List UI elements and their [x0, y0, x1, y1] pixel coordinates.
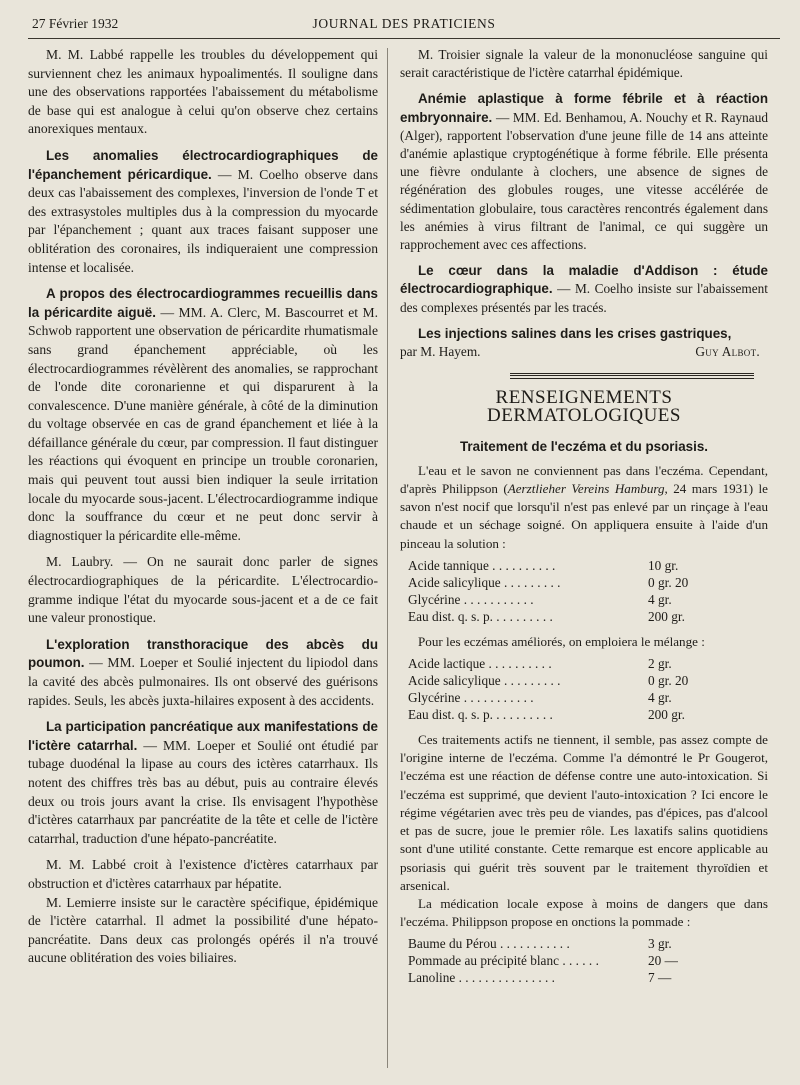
- ingredient-quantity: 2 gr.: [648, 656, 672, 672]
- ingredient-name: Eau dist. q. s. p. . . . . . . . . .: [408, 707, 553, 723]
- section-heading: La participation pancréatique aux manifestations de l'ictère catarrhal.: [28, 719, 378, 753]
- ingredient-name: Acide lactique . . . . . . . . . .: [408, 656, 552, 672]
- recipe-row: [408, 557, 738, 574]
- paragraph-medication: La médication locale expose à moins de dangers que dans l'eczéma. Philippson propose en onctions la pommade :: [400, 895, 768, 930]
- recipe-pommade: [408, 935, 738, 986]
- ingredient-quantity: 10 gr.: [648, 557, 679, 573]
- section-anemie: [400, 90, 768, 254]
- section-pericardite: [28, 285, 378, 545]
- right-column: [400, 46, 768, 994]
- recipe-solution: [408, 557, 738, 625]
- section-body: — MM. Loeper et Soulié injectent du lipiodol dans la cavité des abcès pulmonaires. Ils ont observé des guérisons rapides. Seuls, les abcès juxta-hilaires exposent à des accidents.: [28, 655, 378, 708]
- signature-line: [400, 343, 768, 361]
- recipe-row: [408, 969, 738, 986]
- section-body: — MM. Loeper et Soulié ont étudié par tubage duodénal la lipase au cours des ictères catarrhaux. Ils notent des chiffres très bas au début, puis au contraire élevés deux ou trois jours avant la crise. Ils envisagent l'hypothèse d'ictères catarrhaux par pancréatite de la tête et celle de l'ictère catarrhal, traduction d'une hépato-pancréatite.: [28, 737, 379, 846]
- ingredient-quantity: 4 gr.: [648, 690, 672, 706]
- section-body: — M. Coelho observe dans deux cas l'abaissement des complexes, l'inversion de l'onde T et des extrasystoles multiples dus à la compression du myocarde par l'épanchement ; quant aux traces faisant supposer une oblitération des coronaires, ils indiqueraient une compression intense et localisée.: [28, 166, 378, 275]
- paragraph-troisier: M. Troisier signale la valeur de la mononucléose sanguine qui serait caractéristique de l'ictère catarrhal épidémique.: [400, 47, 768, 81]
- section-pancreatique: [28, 718, 378, 848]
- paragraph-traitements: Ces traitements actifs ne tiennent, il semble, pas assez compte de l'origine interne de l'eczéma. Comme l'a démontré le Pr Gougerot, l'eczéma est une réaction de défense contre une auto-intoxication. Si l'eczéma est supprimé, que devient l'auto-intoxication ? Ici encore le régime végétarien avec très peu de viandes, pas d'épices, pas d'alcool et pas de sucre, joue le premier rôle. Les laxatifs salins quotidiens sont d'une utilité constante. Cette remarque est encore applicable au psoriasis qui guérit très souvent par le traitement thyroïdien et arsenical.: [400, 732, 768, 893]
- ingredient-quantity: 4 gr.: [648, 591, 672, 607]
- page-header: [28, 12, 780, 39]
- section-divider: [510, 373, 754, 379]
- journal-title: JOURNAL DES PRATICIENS: [312, 16, 496, 31]
- recipe-row: [408, 591, 738, 608]
- section-heading: Le cœur dans la maladie d'Addison : étude électrocardiographique.: [400, 263, 768, 297]
- section-heading: A propos des électrocardiogrammes recueillis dans la péricardite aiguë.: [28, 286, 378, 320]
- ingredient-quantity: 0 gr. 20: [648, 574, 689, 590]
- left-column: [28, 46, 378, 968]
- recipe-row: [408, 689, 738, 706]
- paragraph-lemierre: M. Lemierre insiste sur le caractère spécifique, épidémique de l'ictère catarrhal. Il admet la possibilité d'une hépato-pancréatite. Dans deux cas prolongés opérés il n'a trouvé aucune oblitération des voies biliaires.: [28, 894, 378, 966]
- section-heading: Anémie aplastique à forme fébrile et à réaction embryonnaire.: [400, 91, 768, 125]
- text-run: 24 mars 1931) le savon n'est nocif que lorsqu'il n'est pas enlevé par un rinçage à l'eau chaude et un séchage soigné. On appliquera ensuite à l'aide d'un pinceau la solution :: [400, 481, 768, 551]
- section-addison: [400, 262, 768, 317]
- recipe-row: [408, 952, 738, 969]
- section-heading: Les anomalies électrocardiographiques de l'épanchement péricardique.: [28, 147, 378, 182]
- section-body: — M. Coelho insiste sur l'abaissement des complexes présentés par les tracés.: [400, 281, 768, 315]
- section-body: — MM. A. Clerc, M. Bascourret et M. Schwob rapportent une observation de péricardite rhumatismale sans grand épanchement appréciable, où les électrocardiogrammes révèlèrent des anomalies, se rapprochant de l'onde dite coronarienne et qui disparurent à la convalescence. D'une manière générale, à côté de la diminution du voltage observée en cas de grand épanchement et liée à la défaillance générale du cœur, par compression. Il faut distinguer les réactions qui évoquent en principe un trouble coronarien, mais qui peuvent tout aussi bien indiquer la seule irritation locale du myocarde sous-jacent. L'électrocardiogramme indique donc la souffrance du cœur et ne peut donc servir à diagnostiquer la péricardite elle-même.: [28, 304, 378, 543]
- ingredient-name: Pommade au précipité blanc . . . . . .: [408, 953, 599, 969]
- paragraph-eczema-intro: [400, 462, 768, 553]
- reference: Aerztlieher Vereins Hamburg,: [507, 481, 668, 497]
- recipe-row: [408, 706, 738, 723]
- paragraph-labbe: M. M. Labbé rappelle les troubles du développement qui surviennent chez les animaux hypoalimentés. Il souligne dans une des observations rapportées l'abaissement du métabolisme de base qui est analogue à celui qu'on observe chez certains anorexiques mentaux.: [28, 47, 378, 137]
- ingredient-quantity: 7 —: [648, 970, 672, 986]
- ingredient-quantity: 20 —: [648, 953, 678, 969]
- paragraph-melange: Pour les eczémas améliorés, on emploiera le mélange :: [418, 633, 705, 649]
- ingredient-name: Glycérine . . . . . . . . . . .: [408, 690, 534, 706]
- section-injections: [400, 325, 768, 343]
- ingredient-name: Acide salicylique . . . . . . . . .: [408, 673, 561, 689]
- ingredient-name: Acide tannique . . . . . . . . . .: [408, 557, 556, 573]
- section-heading: L'exploration transthoracique des abcès du poumon.: [28, 636, 378, 671]
- paragraph-laubry: M. Laubry. — On ne saurait donc parler de signes électrocardiographiques de la péricardite. L'électrocardio-gramme indique l'état du myocarde sous-jacent et a de ce fait une valeur pronostique.: [28, 554, 378, 626]
- ingredient-quantity: 200 gr.: [648, 608, 685, 624]
- column-divider: [387, 48, 388, 1068]
- section-abces: [28, 636, 378, 710]
- recipe-row: [408, 574, 738, 591]
- recipe-melange: [408, 655, 738, 723]
- ingredient-quantity: 0 gr. 20: [648, 673, 689, 689]
- ingredient-quantity: 3 gr.: [648, 936, 672, 952]
- ingredient-name: Lanoline . . . . . . . . . . . . . . .: [408, 970, 555, 986]
- section-heading: Les injections salines dans les crises gastriques,: [418, 325, 732, 341]
- recipe-row: [408, 608, 738, 625]
- signature: Guy Albot.: [695, 344, 760, 360]
- section-anomalies: [28, 147, 378, 277]
- subsection-title: Traitement de l'eczéma et du psoriasis.: [459, 438, 709, 454]
- issue-date: 27 Février 1932: [32, 16, 119, 31]
- section-title: RENSEIGNEMENTS DERMATOLOGIQUES: [487, 387, 681, 427]
- ingredient-name: Baume du Pérou . . . . . . . . . . .: [408, 936, 570, 952]
- recipe-row: [408, 935, 738, 952]
- ingredient-name: Acide salicylique . . . . . . . . .: [408, 574, 561, 590]
- ingredient-quantity: 200 gr.: [648, 707, 685, 723]
- recipe-row: [408, 672, 738, 689]
- ingredient-name: Glycérine . . . . . . . . . . .: [408, 591, 534, 607]
- recipe-row: [408, 655, 738, 672]
- ingredient-name: Eau dist. q. s. p. . . . . . . . . .: [408, 608, 553, 624]
- paragraph-labbe-2: M. M. Labbé croit à l'existence d'ictères catarrhaux par obstruction et d'ictères catarrhaux par hépatite.: [28, 857, 378, 891]
- section-body: — MM. Ed. Benhamou, A. Nouchy et R. Raynaud (Alger), rapportent l'observation d'une jeune fille de 14 ans atteinte d'anémie aplastique cryptogénétique à forme fébrile. Elle présenta une fièvre ondulante à clochers, une absence de signes de régénération des globules rouges, une vitesse accélérée de sédimentation globulaire, tous caractères rencontrés également dans les anémies à virus filtrant de l'animal, ce qui suggère un rapprochement avec ces affections.: [400, 109, 768, 253]
- author-by: par M. Hayem.: [400, 344, 481, 360]
- text-run: L'eau et le savon ne conviennent pas dans l'eczéma. Cependant, d'après Philippson (: [400, 462, 768, 497]
